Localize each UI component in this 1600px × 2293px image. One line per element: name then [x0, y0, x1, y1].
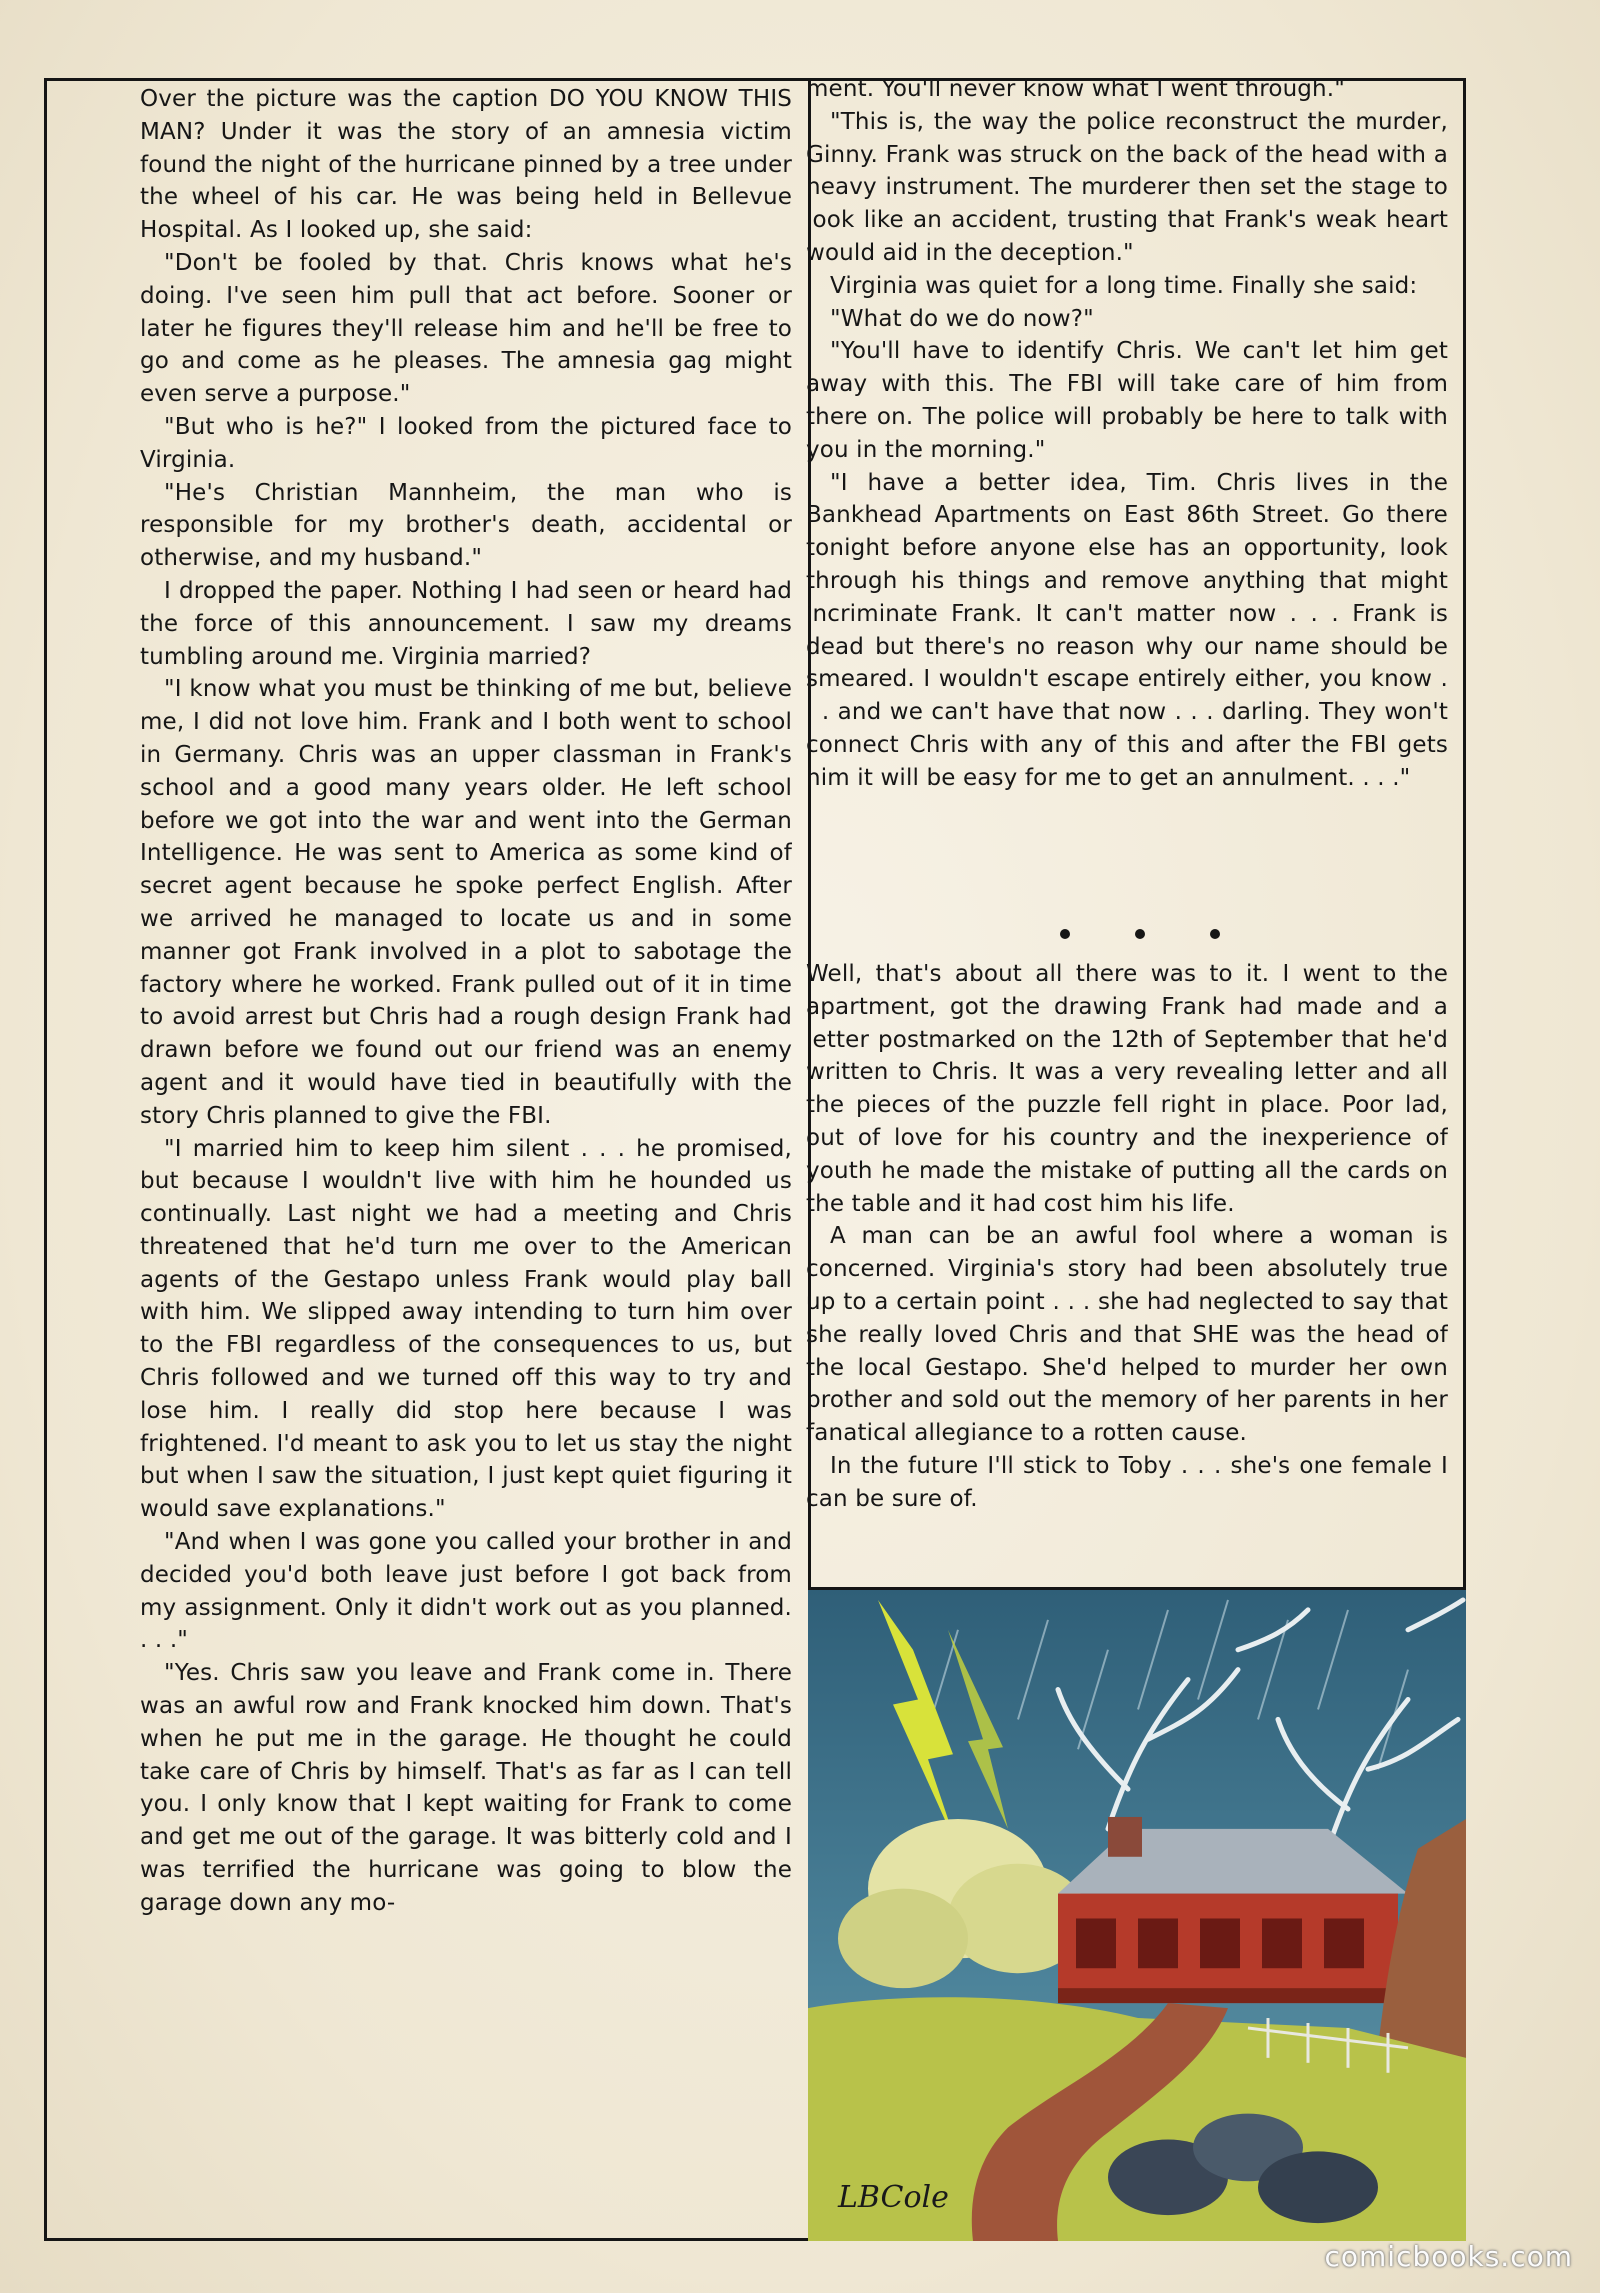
dot [1135, 929, 1145, 939]
paragraph: Over the picture was the caption DO YOU KNOW THIS MAN? Under it was the story of an amnesia victim found the night of the hurricane pinned by a tree under the wheel of his car. He was being held in Bellevue Hospital. As I looked up, she said: [140, 86, 792, 244]
paragraph: "I know what you must be thinking of me but, believe me, I did not love him. Frank and I both went to school in Germany. Chris was an upper classman in Frank's school and a good many years older. He left school before we got into the war and went into the German Intelligence. He was sent to America as some kind of secret agent because he spoke perfect English. After we arrived he managed to locate us and in some manner got Frank involved in a plot to sabotage the factory where he worked. Frank pulled out of it in time to avoid arrest but Chris had a rough design Frank had drawn before we found out our friend was an enemy agent and it would have tied in beautifully with the story Chris planned to give the FBI. [140, 676, 792, 1129]
paragraph: Well, that's about all there was to it. I went to the apartment, got the drawing Frank had made and a letter postmarked on the 12th of September that he'd written to Chris. It was a very revealing letter and all the pieces of the puzzle fell right in place. Poor lad, out of love for his country and the inexperience of youth he made the mistake of putting all the cards on the table and it had cost him his life. [806, 961, 1448, 1217]
right-text-column-top [806, 73, 1448, 946]
left-text-column [140, 83, 792, 2231]
paragraph: A man can be an awful fool where a woman is concerned. Virginia's story had been absolutely true up to a certain point . . . she had neglected to say that she really loved Chris and that SHE was the head of the local Gestapo. She'd helped to murder her own brother and sold out the memory of her parents in her fanatical allegiance to a rotten cause. [806, 1223, 1448, 1447]
paragraph: "I married him to keep him silent . . . he promised, but because I wouldn't live with him he hounded us continually. Last night we had a meeting and Chris threatened that he'd turn me over to the American agents of the Gestapo unless Frank would play ball with him. We slipped away intending to turn him over to the FBI regardless of the consequences to us, but Chris followed and we turned off this way to try and lose him. I really did stop here because I was frightened. I'd meant to ask you to let us stay the night but when I saw the situation, I just kept quiet figuring it would save explanations." [140, 1135, 792, 1523]
paragraph: "This is, the way the police reconstruct the murder, Ginny. Frank was struck on the back of the head with a heavy instrument. The murderer then set the stage to look like an accident, trusting that Frank's weak heart would aid in the deception." [806, 108, 1448, 266]
paragraph: "Don't be fooled by that. Chris knows what he's doing. I've seen him pull that act before. Sooner or later he figures they'll release him and he'll be free to go and come as he pleases. The amnesia gag might even serve a purpose." [140, 249, 792, 408]
paragraph: "You'll have to identify Chris. We can't let him get away with this. The FBI will take care of him from there on. The police will probably be here to talk with you in the morning." [806, 338, 1448, 463]
paragraph: I dropped the paper. Nothing I had seen or heard had the force of this announcement. I saw my dreams tumbling around me. Virginia married? [140, 577, 792, 670]
dot [1210, 929, 1220, 939]
section-break-dots [1060, 924, 1220, 944]
paragraph: "He's Christian Mannheim, the man who is responsible for my brother's death, accidental or otherwise, and my husband." [140, 479, 792, 572]
paragraph: "And when I was gone you called your brother in and decided you'd both leave just before I got back from my assignment. Only it didn't work out as you planned. . . ." [140, 1529, 792, 1654]
paragraph: "I have a better idea, Tim. Chris lives in the Bankhead Apartments on East 86th Street. Go there tonight before anyone else has an opportunity, look through his things and remove anything that might incriminate Frank. It can't matter now . . . Frank is dead but there's no reason why our name should be smeared. I wouldn't escape entirely either, you know . . . and we can't have that now . . . darling. They won't connect Chris with any of this and after the FBI gets him it will be easy for me to get an annulment. . . ." [806, 469, 1448, 791]
dot [1060, 929, 1070, 939]
paragraph: ment. You'll never know what I went through." [806, 76, 1345, 102]
paragraph: In the future I'll stick to Toby . . . she's one female I can be sure of. [806, 1452, 1448, 1512]
illustration-canvas [808, 1590, 1466, 2241]
paragraph: Virginia was quiet for a long time. Finally she said: [830, 272, 1418, 299]
watermark: comicbooks.com [1324, 2240, 1573, 2273]
paragraph: "Yes. Chris saw you leave and Frank come in. There was an awful row and Frank knocked him down. That's when he put me in the garage. He thought he could take care of Chris by himself. That's as far as I can tell you. I only know that I kept waiting for Frank to come and get me out of the garage. It was bitterly cold and I was terrified the hurricane was going to blow the garage down any mo- [140, 1660, 792, 1916]
right-text-column-bottom [806, 958, 1448, 1570]
paragraph: "But who is he?" I looked from the pictured face to Virginia. [140, 413, 792, 473]
artist-signature: LBCole [838, 2180, 949, 2215]
paragraph: "What do we do now?" [830, 305, 1094, 332]
storm-house-illustration [808, 1587, 1466, 2241]
